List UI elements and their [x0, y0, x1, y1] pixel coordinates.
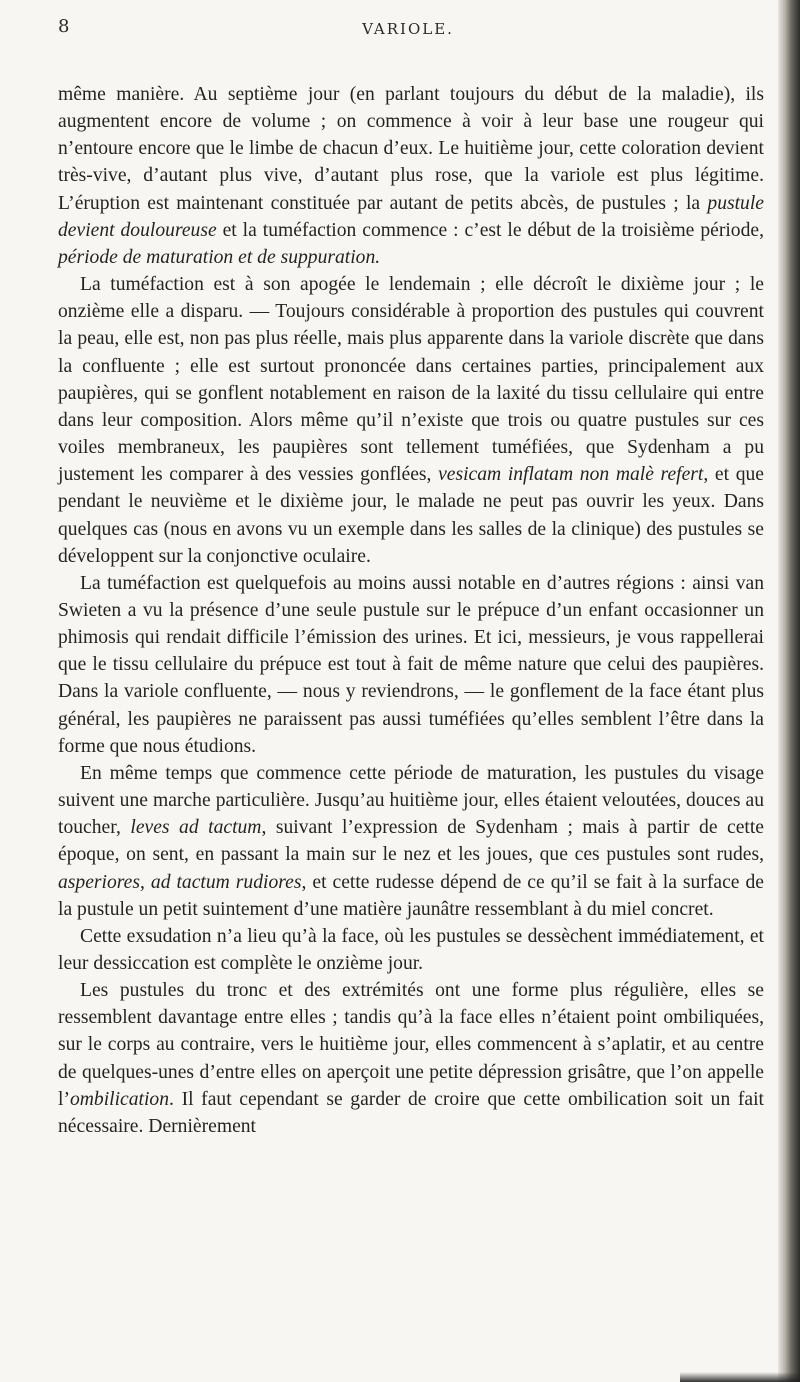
italic-text: asperiores, ad tactum rudiores	[58, 871, 302, 893]
running-head: VARIOLE.	[362, 20, 454, 38]
italic-text: période de maturation et de suppuration.	[58, 246, 381, 268]
book-spine-shadow	[778, 0, 800, 1382]
italic-text: ombilication	[69, 1088, 170, 1110]
paragraph	[58, 81, 764, 271]
text-run: Les pustules du tronc et des extrémités ont une forme plus régulière, elles se ressemblent davantage entre elles ; tandis qu’à la face elles n’étaient point ombiliquées, sur le corps au contraire, vers le huitième jour, elles commencent à s’aplatir, et au centre de quelques-unes d’entre elles on aperçoit une petite dépression grisâtre, que l’on appelle l’	[58, 980, 764, 1110]
page-edge-shadow	[680, 1372, 800, 1382]
body-text	[58, 81, 764, 1140]
paragraph	[58, 977, 764, 1140]
text-run: , suivant l’expression de Sydenham ; mais à partir de cette époque, on sent, en passant la main sur le nez et les joues, que ces pustules sont rudes,	[58, 817, 765, 866]
paragraph	[58, 760, 764, 923]
italic-text: leves ad tactum	[130, 817, 262, 839]
text-run: , et cette rudesse dépend de ce qu’il se fait à la surface de la pustule un petit suintement d’une matière jaunâtre ressemblant à du miel concret.	[58, 871, 764, 920]
page-number: 8	[58, 16, 70, 37]
text-run: En même temps que commence cette période de maturation, les pustules du visage suivent une marche particulière. Jusqu’au huitième jour, elles étaient veloutées, douces au toucher,	[58, 762, 764, 839]
italic-text: pustule devient douloureuse	[58, 192, 764, 241]
text-run: La tuméfaction est quelquefois au moins aussi notable en d’autres régions : ainsi van Swieten a vu la présence d’une seule pustule sur le prépuce d’un enfant occasionner un phimosis qui rendait difficile l’émission des urines. Et ici, messieurs, je vous rappellerai que le tissu cellulaire du prépuce est tout à fait de même nature que celui des paupières. Dans la variole confluente, — nous y reviendrons, — le gonflement de la face étant plus général, les paupières ne paraissent pas aussi tuméfiées qu’elles semblent l’être dans la forme que nous étudions.	[58, 572, 764, 757]
paragraph	[58, 570, 764, 760]
text-run: et la tuméfaction commence : c’est le début de la troisième période,	[216, 219, 764, 241]
paragraph	[58, 271, 764, 570]
text-run: , et que pendant le neuvième et le dixième jour, le malade ne peut pas ouvrir les yeux. Dans quelques cas (nous en avons vu un exemple dans les salles de la clinique) des pustules se développent sur la conjonctive oculaire.	[58, 464, 764, 567]
text-run: Cette exsudation n’a lieu qu’à la face, où les pustules se dessèchent immédiatement, et leur dessiccation est complète le onzième jour.	[58, 925, 764, 974]
paragraph	[58, 923, 764, 977]
text-run: . Il faut cependant se garder de croire que cette ombilication soit un fait nécessaire. Dernièrement	[58, 1088, 764, 1137]
text-run: La tuméfaction est à son apogée le lendemain ; elle décroît le dixième jour ; le onzième elle a disparu. — Toujours considérable à proportion des pustules qui couvrent la peau, elle est, non pas plus réelle, mais plus apparente dans la variole discrète que dans la confluente ; elle est surtout prononcée dans certaines parties, principalement aux paupières, qui se gonflent notablement en raison de la laxité du tissu cellulaire qui entre dans leur composition. Alors même qu’il n’existe que trois ou quatre pustules sur ces voiles membraneux, les paupières sont tellement tuméfiées, que Sydenham a pu justement les comparer à des vessies gonflées,	[58, 274, 764, 486]
italic-text: vesicam inflatam non malè refert	[438, 464, 704, 486]
page-header	[58, 16, 758, 56]
text-run: même manière. Au septième jour (en parlant toujours du début de la maladie), ils augmentent encore de volume ; on commence à voir à leur base une rougeur qui n’entoure encore que le limbe de chacun d’eux. Le huitième jour, cette coloration devient très-vive, d’autant plus vive, d’autant plus rose, que la variole est plus légitime. L’éruption est maintenant constituée par autant de petits abcès, de pustules ; la	[58, 84, 764, 214]
